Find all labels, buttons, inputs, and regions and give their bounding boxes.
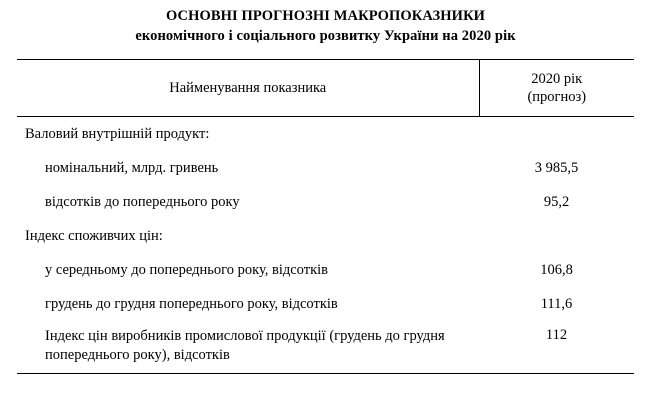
row-value	[479, 117, 634, 152]
table-row	[17, 321, 634, 374]
table-row	[17, 219, 634, 253]
title-line-2: економічного і соціального розвитку України на 2020 рік	[135, 28, 516, 44]
table-body	[17, 60, 634, 375]
row-label: Валовий внутрішній продукт:	[25, 125, 210, 142]
bottom-rule-cell-left	[17, 374, 479, 375]
row-value: 106,8	[540, 261, 573, 278]
table-row	[17, 151, 634, 185]
row-label: грудень до грудня попереднього року, відсотків	[45, 295, 338, 312]
row-value: 3 985,5	[534, 159, 579, 176]
title-line-1: ОСНОВНІ ПРОГНОЗНІ МАКРОПОКАЗНИКИ	[165, 8, 486, 24]
row-value: 111,6	[540, 295, 573, 312]
document-title	[0, 0, 651, 47]
table-row	[17, 287, 634, 321]
bottom-rule-cell-right	[479, 374, 634, 375]
row-value	[479, 219, 634, 253]
row-label: Індекс цін виробників промислової продукції (грудень до грудня попереднього року), відсотків	[45, 328, 445, 363]
header-year: 2020 рік	[531, 71, 583, 87]
row-value: 95,2	[543, 193, 570, 210]
row-label: номінальний, млрд. гривень	[45, 159, 219, 176]
table-row	[17, 253, 634, 287]
table-header-row	[17, 60, 634, 117]
row-value: 112	[545, 327, 568, 343]
header-cell-indicator-name: Найменування показника	[17, 60, 479, 117]
row-label: Індекс споживчих цін:	[25, 227, 163, 244]
header-cell-year-forecast	[479, 60, 634, 117]
row-label: у середньому до попереднього року, відсотків	[45, 261, 328, 278]
macro-indicators-table	[17, 59, 634, 374]
header-forecast: (прогноз)	[527, 89, 587, 105]
table-row	[17, 117, 634, 152]
table-bottom-rule	[17, 374, 634, 375]
row-label: відсотків до попереднього року	[45, 193, 240, 210]
table-row	[17, 185, 634, 219]
